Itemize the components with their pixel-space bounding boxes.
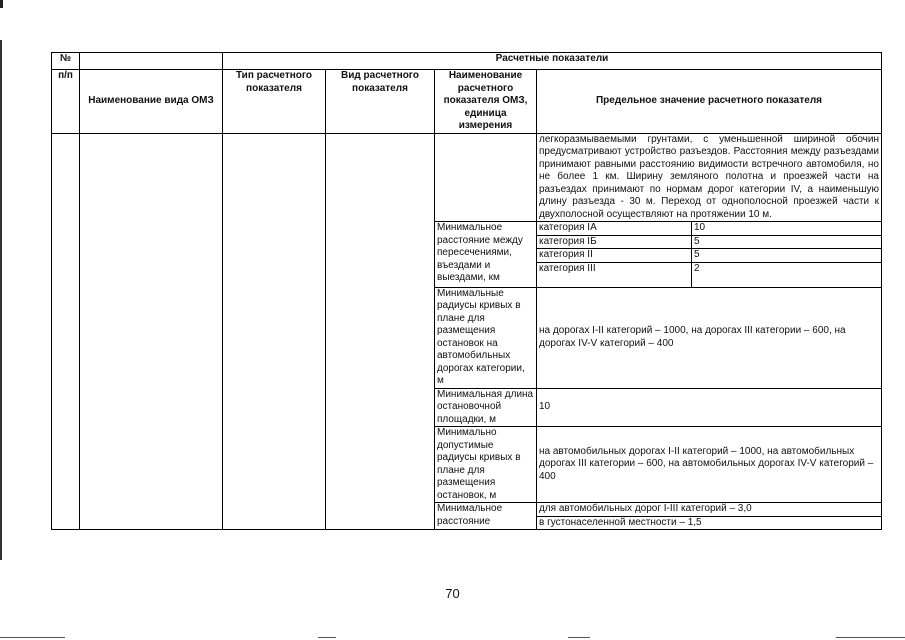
number-cell <box>52 133 80 530</box>
category-subtable <box>537 222 881 287</box>
header-number-bottom: п/п <box>52 70 80 134</box>
category-row <box>537 235 881 249</box>
header-calc-type: Тип расчетного показателя <box>223 70 326 134</box>
table-row <box>52 133 882 222</box>
header-row-top <box>52 53 882 70</box>
scan-bottom-line <box>836 637 905 638</box>
category-label: категория IA <box>537 222 692 235</box>
category-value: 10 <box>692 222 882 235</box>
scan-edge-left <box>0 40 2 560</box>
header-limit-value: Предельное значение расчетного показателя <box>537 70 882 134</box>
category-row <box>537 222 881 235</box>
limit-value-cell: для автомобильных дорог I-III категорий – 3,0 <box>537 503 882 517</box>
category-label: категория IБ <box>537 235 692 249</box>
category-label: категория II <box>537 249 692 263</box>
omz-table <box>51 52 882 530</box>
category-value: 5 <box>692 235 882 249</box>
header-number-top: № <box>52 53 80 70</box>
scan-bottom-line <box>568 637 590 638</box>
header-calc-kind: Вид расчетного показателя <box>326 70 435 134</box>
limit-value-cell: на автомобильных дорогах I-II категорий – 1000, на автомобильных дорогах III категории – 600, на автомобильных дорогах IV-V категорий – 400 <box>537 427 882 503</box>
calc-name-cell: Минимальная длина остановочной площадки, м <box>435 388 537 427</box>
scan-edge-top <box>0 0 3 8</box>
category-row <box>537 249 881 263</box>
calc-name-cell: Минимальные радиусы кривых в плане для размещения остановок на автомобильных дорогах категории, м <box>435 287 537 388</box>
limit-value-cell: на дорогах I-II категорий – 1000, на дорогах III категории – 600, на дорогах IV-V категорий – 400 <box>537 287 882 388</box>
scan-bottom-line <box>0 637 65 638</box>
calc-name-cell: Минимально допустимые радиусы кривых в плане для размещения остановок, м <box>435 427 537 503</box>
category-row <box>537 262 881 287</box>
limit-value-cell: легкоразмываемыми грунтами, с уменьшенной шириной обочин предусматривают устройство разъездов. Расстояния между разъездами принимают равными расстоянию видимости встречного автомобиля, но не более 1 км. Ширину земляного полотна и проезжей части на разъездах принимают по нормам дорог категории IV, а наименьшую длину разъезда - 30 м. Переход от однополосной проезжей части к двухполосной осуществляют на протяжении 10 м. <box>537 133 882 222</box>
limit-value-cell: 10 <box>537 388 882 427</box>
calc-name-cell: Минимальное расстояние между пересечениями, въездами и выездами, км <box>435 222 537 288</box>
limit-value-cell <box>537 222 882 288</box>
limit-value-cell: в густонаселенной местности – 1,5 <box>537 516 882 530</box>
header-row-main <box>52 70 882 134</box>
category-label: категория III <box>537 262 692 287</box>
omz-type-cell <box>80 133 223 530</box>
header-calc-name: Наименование расчетного показателя ОМЗ, единица измерения <box>435 70 537 134</box>
header-omz-top <box>80 53 223 70</box>
page-number: 70 <box>445 586 460 601</box>
category-value: 5 <box>692 249 882 263</box>
calc-name-cell: Минимальное расстояние <box>435 503 537 530</box>
category-value: 2 <box>694 262 700 274</box>
header-group-calc: Расчетные показатели <box>223 53 882 70</box>
header-omz-type: Наименование вида ОМЗ <box>80 70 223 134</box>
scan-bottom-line <box>318 637 336 638</box>
calc-type-cell <box>223 133 326 530</box>
calc-kind-cell <box>326 133 435 530</box>
calc-name-cell <box>435 133 537 222</box>
